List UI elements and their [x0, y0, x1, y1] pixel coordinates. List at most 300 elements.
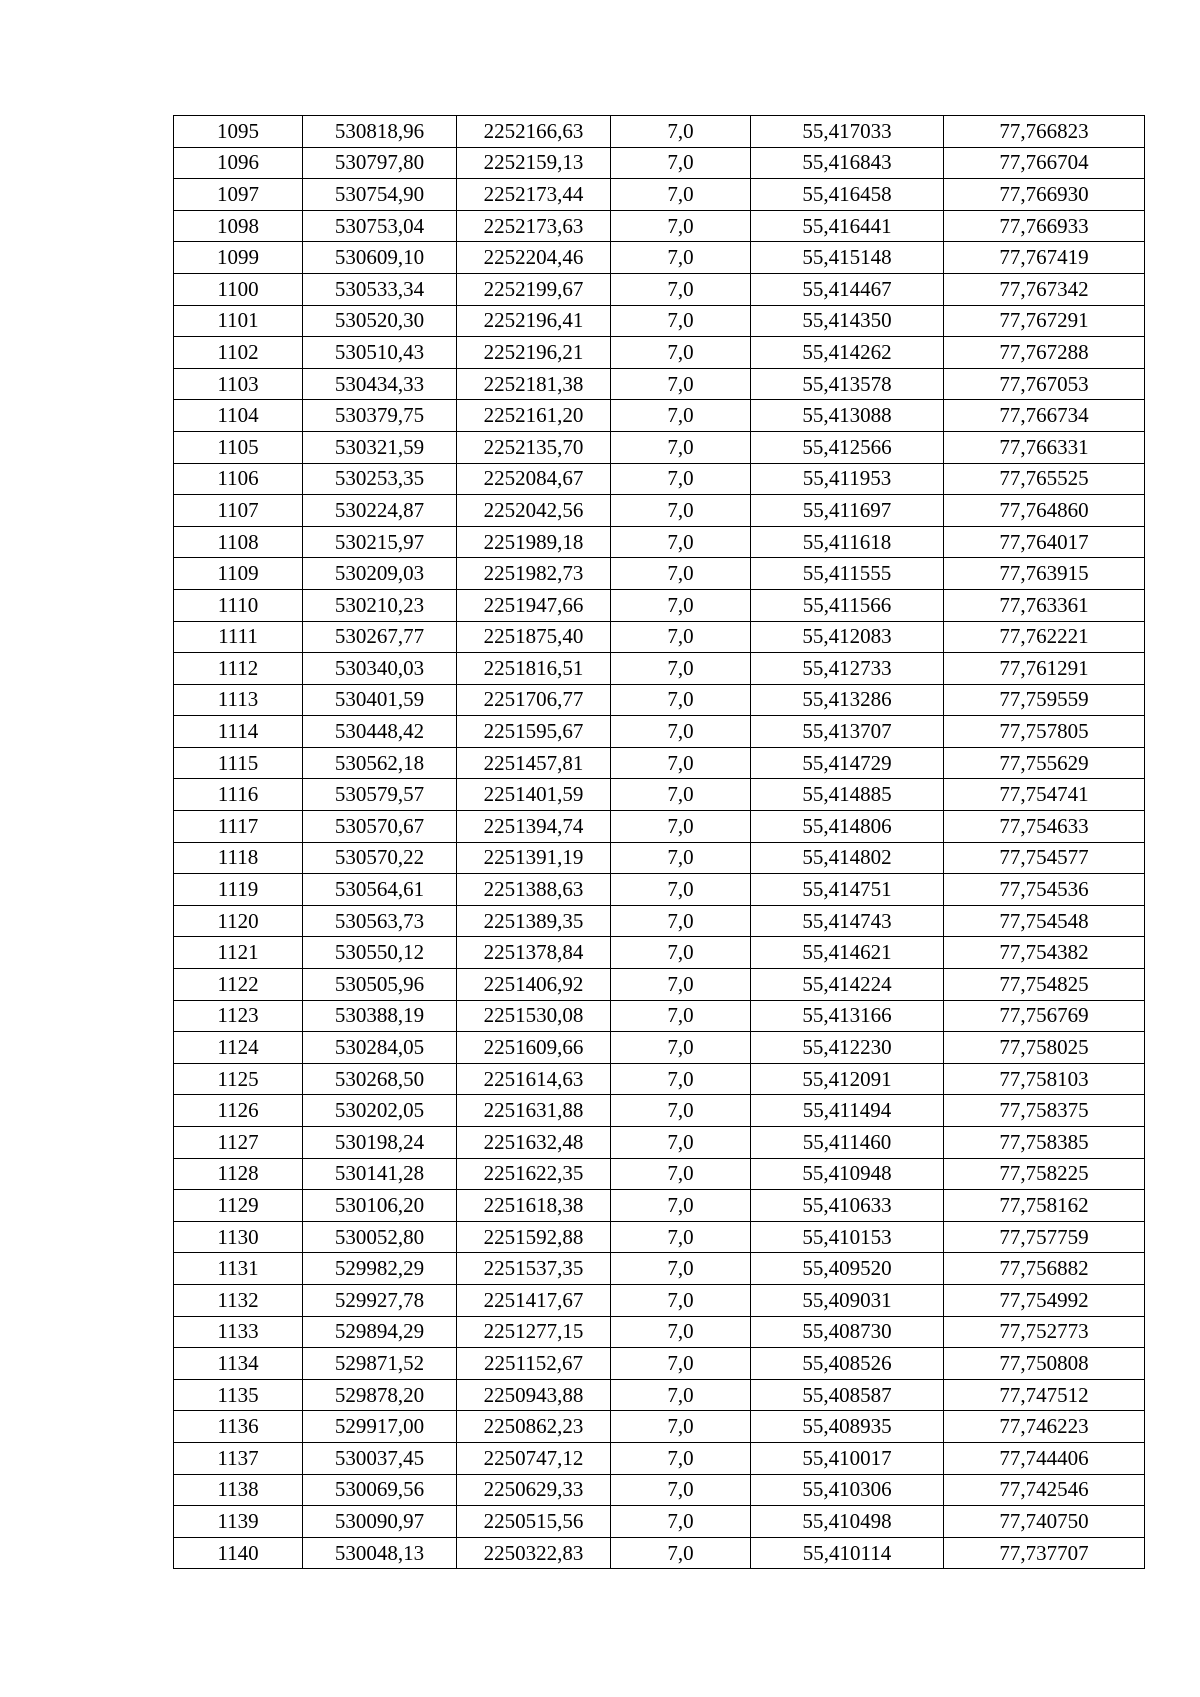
accuracy-cell: 7,0	[611, 937, 751, 969]
y-coordinate-cell: 2252159,13	[457, 147, 611, 179]
latitude-cell: 55,411460	[751, 1127, 944, 1159]
point-number-cell: 1108	[174, 526, 303, 558]
longitude-cell: 77,752773	[944, 1316, 1145, 1348]
latitude-cell: 55,410498	[751, 1506, 944, 1538]
longitude-cell: 77,762221	[944, 621, 1145, 653]
latitude-cell: 55,413707	[751, 716, 944, 748]
table-row	[174, 842, 1145, 874]
latitude-cell: 55,409031	[751, 1284, 944, 1316]
x-coordinate-cell: 530570,67	[303, 811, 457, 843]
longitude-cell: 77,763361	[944, 589, 1145, 621]
accuracy-cell: 7,0	[611, 305, 751, 337]
point-number-cell: 1102	[174, 337, 303, 369]
accuracy-cell: 7,0	[611, 621, 751, 653]
accuracy-cell: 7,0	[611, 747, 751, 779]
latitude-cell: 55,414806	[751, 811, 944, 843]
latitude-cell: 55,411566	[751, 589, 944, 621]
longitude-cell: 77,747512	[944, 1379, 1145, 1411]
latitude-cell: 55,417033	[751, 116, 944, 148]
longitude-cell: 77,742546	[944, 1474, 1145, 1506]
longitude-cell: 77,766823	[944, 116, 1145, 148]
x-coordinate-cell: 530570,22	[303, 842, 457, 874]
point-number-cell: 1115	[174, 747, 303, 779]
point-number-cell: 1137	[174, 1442, 303, 1474]
x-coordinate-cell: 530048,13	[303, 1537, 457, 1569]
table-row	[174, 1348, 1145, 1380]
accuracy-cell: 7,0	[611, 779, 751, 811]
table-row	[174, 1032, 1145, 1064]
table-row	[174, 210, 1145, 242]
point-number-cell: 1095	[174, 116, 303, 148]
accuracy-cell: 7,0	[611, 431, 751, 463]
accuracy-cell: 7,0	[611, 210, 751, 242]
longitude-cell: 77,766933	[944, 210, 1145, 242]
latitude-cell: 55,414224	[751, 969, 944, 1001]
accuracy-cell: 7,0	[611, 1379, 751, 1411]
x-coordinate-cell: 530564,61	[303, 874, 457, 906]
table-row	[174, 1095, 1145, 1127]
longitude-cell: 77,754741	[944, 779, 1145, 811]
point-number-cell: 1111	[174, 621, 303, 653]
latitude-cell: 55,410306	[751, 1474, 944, 1506]
longitude-cell: 77,764017	[944, 526, 1145, 558]
accuracy-cell: 7,0	[611, 368, 751, 400]
accuracy-cell: 7,0	[611, 1032, 751, 1064]
longitude-cell: 77,767291	[944, 305, 1145, 337]
x-coordinate-cell: 530550,12	[303, 937, 457, 969]
table-row	[174, 495, 1145, 527]
latitude-cell: 55,411697	[751, 495, 944, 527]
x-coordinate-cell: 530434,33	[303, 368, 457, 400]
table-row	[174, 874, 1145, 906]
accuracy-cell: 7,0	[611, 589, 751, 621]
longitude-cell: 77,758225	[944, 1158, 1145, 1190]
longitude-cell: 77,756769	[944, 1000, 1145, 1032]
point-number-cell: 1135	[174, 1379, 303, 1411]
x-coordinate-cell: 530579,57	[303, 779, 457, 811]
table-row	[174, 179, 1145, 211]
point-number-cell: 1101	[174, 305, 303, 337]
table-row	[174, 653, 1145, 685]
x-coordinate-cell: 529878,20	[303, 1379, 457, 1411]
latitude-cell: 55,413286	[751, 684, 944, 716]
latitude-cell: 55,414350	[751, 305, 944, 337]
coordinates-table-body	[174, 116, 1145, 1569]
y-coordinate-cell: 2251391,19	[457, 842, 611, 874]
longitude-cell: 77,754577	[944, 842, 1145, 874]
x-coordinate-cell: 530202,05	[303, 1095, 457, 1127]
longitude-cell: 77,756882	[944, 1253, 1145, 1285]
latitude-cell: 55,414729	[751, 747, 944, 779]
y-coordinate-cell: 2251417,67	[457, 1284, 611, 1316]
table-row	[174, 1063, 1145, 1095]
point-number-cell: 1134	[174, 1348, 303, 1380]
x-coordinate-cell: 530106,20	[303, 1190, 457, 1222]
latitude-cell: 55,414743	[751, 905, 944, 937]
x-coordinate-cell: 530520,30	[303, 305, 457, 337]
y-coordinate-cell: 2251388,63	[457, 874, 611, 906]
point-number-cell: 1139	[174, 1506, 303, 1538]
y-coordinate-cell: 2251632,48	[457, 1127, 611, 1159]
accuracy-cell: 7,0	[611, 242, 751, 274]
x-coordinate-cell: 530505,96	[303, 969, 457, 1001]
accuracy-cell: 7,0	[611, 1253, 751, 1285]
table-row	[174, 1221, 1145, 1253]
table-row	[174, 1000, 1145, 1032]
table-row	[174, 1127, 1145, 1159]
y-coordinate-cell: 2250322,83	[457, 1537, 611, 1569]
table-row	[174, 1253, 1145, 1285]
longitude-cell: 77,766930	[944, 179, 1145, 211]
longitude-cell: 77,766704	[944, 147, 1145, 179]
y-coordinate-cell: 2252196,21	[457, 337, 611, 369]
x-coordinate-cell: 530284,05	[303, 1032, 457, 1064]
point-number-cell: 1110	[174, 589, 303, 621]
longitude-cell: 77,744406	[944, 1442, 1145, 1474]
latitude-cell: 55,410114	[751, 1537, 944, 1569]
longitude-cell: 77,746223	[944, 1411, 1145, 1443]
x-coordinate-cell: 530448,42	[303, 716, 457, 748]
table-row	[174, 1474, 1145, 1506]
latitude-cell: 55,416843	[751, 147, 944, 179]
x-coordinate-cell: 530321,59	[303, 431, 457, 463]
latitude-cell: 55,408730	[751, 1316, 944, 1348]
accuracy-cell: 7,0	[611, 969, 751, 1001]
latitude-cell: 55,410948	[751, 1158, 944, 1190]
accuracy-cell: 7,0	[611, 1537, 751, 1569]
y-coordinate-cell: 2251706,77	[457, 684, 611, 716]
accuracy-cell: 7,0	[611, 147, 751, 179]
accuracy-cell: 7,0	[611, 1474, 751, 1506]
accuracy-cell: 7,0	[611, 1284, 751, 1316]
point-number-cell: 1109	[174, 558, 303, 590]
point-number-cell: 1132	[174, 1284, 303, 1316]
x-coordinate-cell: 530401,59	[303, 684, 457, 716]
longitude-cell: 77,754548	[944, 905, 1145, 937]
accuracy-cell: 7,0	[611, 1000, 751, 1032]
table-row	[174, 1316, 1145, 1348]
point-number-cell: 1124	[174, 1032, 303, 1064]
point-number-cell: 1106	[174, 463, 303, 495]
point-number-cell: 1136	[174, 1411, 303, 1443]
longitude-cell: 77,758103	[944, 1063, 1145, 1095]
latitude-cell: 55,413088	[751, 400, 944, 432]
longitude-cell: 77,766331	[944, 431, 1145, 463]
table-row	[174, 684, 1145, 716]
longitude-cell: 77,767053	[944, 368, 1145, 400]
longitude-cell: 77,761291	[944, 653, 1145, 685]
table-row	[174, 1158, 1145, 1190]
point-number-cell: 1122	[174, 969, 303, 1001]
y-coordinate-cell: 2251982,73	[457, 558, 611, 590]
latitude-cell: 55,409520	[751, 1253, 944, 1285]
x-coordinate-cell: 530268,50	[303, 1063, 457, 1095]
table-row	[174, 526, 1145, 558]
y-coordinate-cell: 2251401,59	[457, 779, 611, 811]
latitude-cell: 55,411618	[751, 526, 944, 558]
longitude-cell: 77,758385	[944, 1127, 1145, 1159]
longitude-cell: 77,765525	[944, 463, 1145, 495]
y-coordinate-cell: 2252166,63	[457, 116, 611, 148]
point-number-cell: 1099	[174, 242, 303, 274]
y-coordinate-cell: 2251530,08	[457, 1000, 611, 1032]
x-coordinate-cell: 530253,35	[303, 463, 457, 495]
y-coordinate-cell: 2252173,63	[457, 210, 611, 242]
accuracy-cell: 7,0	[611, 716, 751, 748]
accuracy-cell: 7,0	[611, 526, 751, 558]
x-coordinate-cell: 530209,03	[303, 558, 457, 590]
point-number-cell: 1114	[174, 716, 303, 748]
x-coordinate-cell: 530379,75	[303, 400, 457, 432]
y-coordinate-cell: 2252196,41	[457, 305, 611, 337]
longitude-cell: 77,754825	[944, 969, 1145, 1001]
table-row	[174, 969, 1145, 1001]
accuracy-cell: 7,0	[611, 463, 751, 495]
table-row	[174, 368, 1145, 400]
y-coordinate-cell: 2251406,92	[457, 969, 611, 1001]
accuracy-cell: 7,0	[611, 905, 751, 937]
point-number-cell: 1123	[174, 1000, 303, 1032]
y-coordinate-cell: 2251631,88	[457, 1095, 611, 1127]
point-number-cell: 1098	[174, 210, 303, 242]
accuracy-cell: 7,0	[611, 273, 751, 305]
latitude-cell: 55,411555	[751, 558, 944, 590]
x-coordinate-cell: 529982,29	[303, 1253, 457, 1285]
longitude-cell: 77,759559	[944, 684, 1145, 716]
table-row	[174, 337, 1145, 369]
table-row	[174, 1506, 1145, 1538]
accuracy-cell: 7,0	[611, 116, 751, 148]
latitude-cell: 55,414467	[751, 273, 944, 305]
x-coordinate-cell: 529927,78	[303, 1284, 457, 1316]
longitude-cell: 77,754382	[944, 937, 1145, 969]
latitude-cell: 55,410017	[751, 1442, 944, 1474]
y-coordinate-cell: 2251378,84	[457, 937, 611, 969]
longitude-cell: 77,757759	[944, 1221, 1145, 1253]
latitude-cell: 55,414802	[751, 842, 944, 874]
table-row	[174, 273, 1145, 305]
longitude-cell: 77,754992	[944, 1284, 1145, 1316]
accuracy-cell: 7,0	[611, 337, 751, 369]
point-number-cell: 1133	[174, 1316, 303, 1348]
accuracy-cell: 7,0	[611, 1506, 751, 1538]
y-coordinate-cell: 2252084,67	[457, 463, 611, 495]
longitude-cell: 77,757805	[944, 716, 1145, 748]
accuracy-cell: 7,0	[611, 1063, 751, 1095]
y-coordinate-cell: 2251457,81	[457, 747, 611, 779]
x-coordinate-cell: 530198,24	[303, 1127, 457, 1159]
x-coordinate-cell: 529894,29	[303, 1316, 457, 1348]
latitude-cell: 55,408935	[751, 1411, 944, 1443]
table-row	[174, 116, 1145, 148]
y-coordinate-cell: 2251947,66	[457, 589, 611, 621]
y-coordinate-cell: 2250862,23	[457, 1411, 611, 1443]
latitude-cell: 55,410153	[751, 1221, 944, 1253]
point-number-cell: 1127	[174, 1127, 303, 1159]
y-coordinate-cell: 2252181,38	[457, 368, 611, 400]
y-coordinate-cell: 2251609,66	[457, 1032, 611, 1064]
y-coordinate-cell: 2250943,88	[457, 1379, 611, 1411]
x-coordinate-cell: 530090,97	[303, 1506, 457, 1538]
y-coordinate-cell: 2250629,33	[457, 1474, 611, 1506]
x-coordinate-cell: 530797,80	[303, 147, 457, 179]
point-number-cell: 1117	[174, 811, 303, 843]
longitude-cell: 77,764860	[944, 495, 1145, 527]
point-number-cell: 1116	[174, 779, 303, 811]
longitude-cell: 77,755629	[944, 747, 1145, 779]
point-number-cell: 1119	[174, 874, 303, 906]
latitude-cell: 55,412091	[751, 1063, 944, 1095]
x-coordinate-cell: 530818,96	[303, 116, 457, 148]
table-row	[174, 1442, 1145, 1474]
accuracy-cell: 7,0	[611, 1442, 751, 1474]
point-number-cell: 1140	[174, 1537, 303, 1569]
table-row	[174, 937, 1145, 969]
table-row	[174, 463, 1145, 495]
accuracy-cell: 7,0	[611, 1190, 751, 1222]
accuracy-cell: 7,0	[611, 1158, 751, 1190]
accuracy-cell: 7,0	[611, 811, 751, 843]
point-number-cell: 1121	[174, 937, 303, 969]
table-row	[174, 1537, 1145, 1569]
y-coordinate-cell: 2251614,63	[457, 1063, 611, 1095]
table-row	[174, 431, 1145, 463]
longitude-cell: 77,740750	[944, 1506, 1145, 1538]
point-number-cell: 1118	[174, 842, 303, 874]
point-number-cell: 1120	[174, 905, 303, 937]
y-coordinate-cell: 2251989,18	[457, 526, 611, 558]
x-coordinate-cell: 530340,03	[303, 653, 457, 685]
latitude-cell: 55,410633	[751, 1190, 944, 1222]
x-coordinate-cell: 530510,43	[303, 337, 457, 369]
table-row	[174, 589, 1145, 621]
y-coordinate-cell: 2251618,38	[457, 1190, 611, 1222]
x-coordinate-cell: 530141,28	[303, 1158, 457, 1190]
point-number-cell: 1113	[174, 684, 303, 716]
y-coordinate-cell: 2252161,20	[457, 400, 611, 432]
latitude-cell: 55,414621	[751, 937, 944, 969]
y-coordinate-cell: 2250747,12	[457, 1442, 611, 1474]
table-row	[174, 147, 1145, 179]
point-number-cell: 1107	[174, 495, 303, 527]
latitude-cell: 55,411494	[751, 1095, 944, 1127]
y-coordinate-cell: 2251592,88	[457, 1221, 611, 1253]
point-number-cell: 1100	[174, 273, 303, 305]
latitude-cell: 55,413166	[751, 1000, 944, 1032]
latitude-cell: 55,414885	[751, 779, 944, 811]
longitude-cell: 77,754633	[944, 811, 1145, 843]
latitude-cell: 55,414751	[751, 874, 944, 906]
table-row	[174, 1284, 1145, 1316]
table-row	[174, 621, 1145, 653]
accuracy-cell: 7,0	[611, 1348, 751, 1380]
latitude-cell: 55,415148	[751, 242, 944, 274]
x-coordinate-cell: 530562,18	[303, 747, 457, 779]
point-number-cell: 1097	[174, 179, 303, 211]
x-coordinate-cell: 530069,56	[303, 1474, 457, 1506]
point-number-cell: 1131	[174, 1253, 303, 1285]
y-coordinate-cell: 2251389,35	[457, 905, 611, 937]
y-coordinate-cell: 2251875,40	[457, 621, 611, 653]
accuracy-cell: 7,0	[611, 400, 751, 432]
x-coordinate-cell: 530563,73	[303, 905, 457, 937]
y-coordinate-cell: 2251152,67	[457, 1348, 611, 1380]
latitude-cell: 55,412566	[751, 431, 944, 463]
point-number-cell: 1138	[174, 1474, 303, 1506]
y-coordinate-cell: 2252042,56	[457, 495, 611, 527]
latitude-cell: 55,408587	[751, 1379, 944, 1411]
table-row	[174, 305, 1145, 337]
x-coordinate-cell: 529871,52	[303, 1348, 457, 1380]
latitude-cell: 55,416458	[751, 179, 944, 211]
x-coordinate-cell: 530037,45	[303, 1442, 457, 1474]
latitude-cell: 55,412230	[751, 1032, 944, 1064]
accuracy-cell: 7,0	[611, 1221, 751, 1253]
longitude-cell: 77,763915	[944, 558, 1145, 590]
point-number-cell: 1104	[174, 400, 303, 432]
accuracy-cell: 7,0	[611, 653, 751, 685]
accuracy-cell: 7,0	[611, 842, 751, 874]
longitude-cell: 77,754536	[944, 874, 1145, 906]
x-coordinate-cell: 530754,90	[303, 179, 457, 211]
y-coordinate-cell: 2252135,70	[457, 431, 611, 463]
point-number-cell: 1096	[174, 147, 303, 179]
latitude-cell: 55,411953	[751, 463, 944, 495]
accuracy-cell: 7,0	[611, 495, 751, 527]
table-row	[174, 558, 1145, 590]
point-number-cell: 1130	[174, 1221, 303, 1253]
point-number-cell: 1126	[174, 1095, 303, 1127]
accuracy-cell: 7,0	[611, 1127, 751, 1159]
latitude-cell: 55,413578	[751, 368, 944, 400]
point-number-cell: 1103	[174, 368, 303, 400]
y-coordinate-cell: 2251816,51	[457, 653, 611, 685]
x-coordinate-cell: 530533,34	[303, 273, 457, 305]
longitude-cell: 77,767419	[944, 242, 1145, 274]
latitude-cell: 55,412083	[751, 621, 944, 653]
x-coordinate-cell: 530052,80	[303, 1221, 457, 1253]
point-number-cell: 1129	[174, 1190, 303, 1222]
x-coordinate-cell: 530210,23	[303, 589, 457, 621]
longitude-cell: 77,767288	[944, 337, 1145, 369]
accuracy-cell: 7,0	[611, 179, 751, 211]
y-coordinate-cell: 2252204,46	[457, 242, 611, 274]
latitude-cell: 55,414262	[751, 337, 944, 369]
longitude-cell: 77,758375	[944, 1095, 1145, 1127]
table-row	[174, 905, 1145, 937]
longitude-cell: 77,766734	[944, 400, 1145, 432]
accuracy-cell: 7,0	[611, 1095, 751, 1127]
longitude-cell: 77,758162	[944, 1190, 1145, 1222]
longitude-cell: 77,750808	[944, 1348, 1145, 1380]
table-row	[174, 400, 1145, 432]
longitude-cell: 77,767342	[944, 273, 1145, 305]
table-row	[174, 716, 1145, 748]
accuracy-cell: 7,0	[611, 874, 751, 906]
accuracy-cell: 7,0	[611, 558, 751, 590]
accuracy-cell: 7,0	[611, 1316, 751, 1348]
latitude-cell: 55,408526	[751, 1348, 944, 1380]
y-coordinate-cell: 2251537,35	[457, 1253, 611, 1285]
table-row	[174, 747, 1145, 779]
y-coordinate-cell: 2251595,67	[457, 716, 611, 748]
x-coordinate-cell: 530388,19	[303, 1000, 457, 1032]
y-coordinate-cell: 2252199,67	[457, 273, 611, 305]
point-number-cell: 1112	[174, 653, 303, 685]
latitude-cell: 55,416441	[751, 210, 944, 242]
table-row	[174, 1190, 1145, 1222]
x-coordinate-cell: 529917,00	[303, 1411, 457, 1443]
